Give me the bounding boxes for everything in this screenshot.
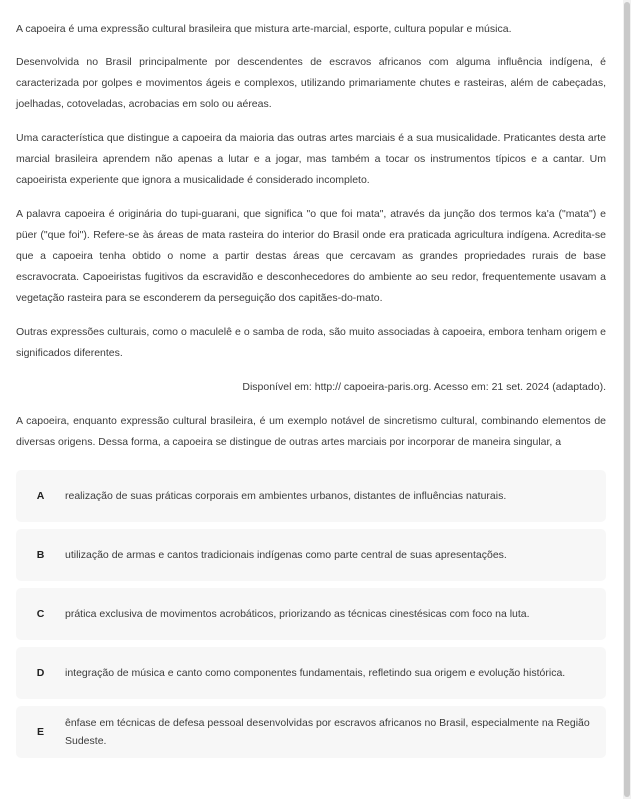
passage-source: Disponível em: http:// capoeira-paris.org. Acesso em: 21 set. 2024 (adaptado). (242, 381, 606, 393)
option-text: integração de música e canto como componentes fundamentais, refletindo sua origem e evolução histórica. (65, 667, 566, 679)
question-stem: A capoeira, enquanto expressão cultural brasileira, é um exemplo notável de sincretismo cultural, combinando elementos de diversas origens. Dessa forma, a capoeira se distingue de outras artes marciais por incorporar de maneira singular, a (16, 415, 606, 448)
option-letter: C (36, 608, 45, 620)
question-content (16, 19, 606, 765)
option-e[interactable] (16, 706, 606, 758)
passage-paragraph-2: Desenvolvida no Brasil principalmente por descendentes de escravos africanos com alguma influência indígena, é caracterizada por golpes e movimentos ágeis e complexos, utilizando primariamente chutes e rasteiras, além de cabeçadas, joelhadas, cotoveladas, acrobacias em solo ou aéreas. (16, 56, 606, 110)
scrollbar-thumb[interactable] (624, 2, 630, 797)
option-c[interactable] (16, 588, 606, 640)
option-a[interactable] (16, 470, 606, 522)
option-letter: B (36, 549, 45, 561)
option-d[interactable] (16, 647, 606, 699)
option-text: ênfase em técnicas de defesa pessoal desenvolvidas por escravos africanos no Brasil, especialmente na Região Sudeste. (65, 717, 590, 747)
vertical-scrollbar[interactable] (623, 0, 631, 799)
option-text: prática exclusiva de movimentos acrobáticos, priorizando as técnicas cinestésicas com foco na luta. (65, 608, 530, 620)
passage-paragraph-1: A capoeira é uma expressão cultural brasileira que mistura arte-marcial, esporte, cultura popular e música. (16, 23, 512, 35)
answer-options (16, 470, 606, 758)
option-text: realização de suas práticas corporais em ambientes urbanos, distantes de influências naturais. (65, 490, 507, 502)
passage-paragraph-4: A palavra capoeira é originária do tupi-guarani, que significa "o que foi mata", através da junção dos termos ka'a ("mata") e püer ("que foi"). Refere-se às áreas de mata rasteira do interior do Brasil onde era praticada agricultura indígena. Acredita-se que a capoeira tenha obtido o nome a partir destas áreas que cercavam as grandes propriedades rurais de base escravocrata. Capoeiristas fugitivos da escravidão e desconhecedores do ambiente ao seu redor, frequentemente usavam a vegetação rasteira para se esconderem da perseguição dos capitães-do-mato. (16, 208, 606, 304)
option-b[interactable] (16, 529, 606, 581)
option-letter: A (36, 490, 45, 502)
passage-paragraph-3: Uma característica que distingue a capoeira da maioria das outras artes marciais é a sua musicalidade. Praticantes desta arte marcial brasileira aprendem não apenas a lutar e a jogar, mas também a tocar os instrumentos típicos e a cantar. Um capoeirista experiente que ignora a musicalidade é considerado incompleto. (16, 132, 606, 186)
passage-paragraph-5: Outras expressões culturais, como o maculelê e o samba de roda, são muito associadas à capoeira, embora tenham origem e significados diferentes. (16, 326, 606, 359)
option-text: utilização de armas e cantos tradicionais indígenas como parte central de suas apresentações. (65, 549, 507, 561)
option-letter: E (36, 726, 44, 738)
option-letter: D (36, 667, 45, 679)
